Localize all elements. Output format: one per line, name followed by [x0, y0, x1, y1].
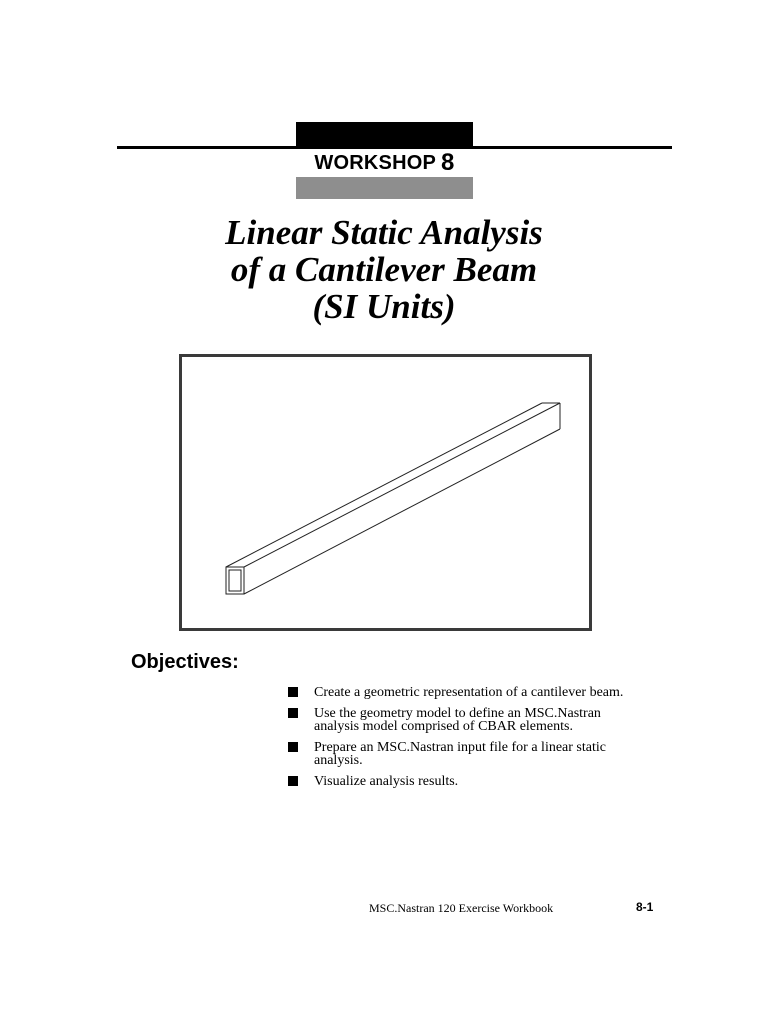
footer-page-number: 8-1	[636, 900, 654, 914]
title-line-3: (SI Units)	[312, 287, 456, 326]
objectives-heading: Objectives:	[131, 651, 239, 673]
bullet-square-icon	[288, 708, 298, 718]
workshop-number: 8	[441, 149, 455, 176]
title-line-2: of a Cantilever Beam	[230, 250, 538, 289]
footer-book-title: MSC.Nastran 120 Exercise Workbook	[369, 901, 554, 915]
page-title	[140, 214, 628, 325]
bullet-square-icon	[288, 776, 298, 786]
list-item: Visualize analysis results.	[288, 775, 648, 788]
header-gray-bar	[296, 177, 473, 199]
title-line-1: Linear Static Analysis	[225, 213, 543, 252]
workshop-label: WORKSHOP	[314, 151, 437, 174]
beam-figure	[179, 354, 592, 631]
workshop-heading	[296, 149, 473, 177]
header-black-block	[296, 122, 473, 148]
bullet-square-icon	[288, 742, 298, 752]
list-item: Create a geometric representation of a cantilever beam.	[288, 686, 648, 699]
list-item: Prepare an MSC.Nastran input file for a linear static analysis.	[288, 741, 648, 767]
cantilever-beam-icon	[182, 357, 589, 628]
objectives-list	[288, 686, 648, 796]
list-item: Use the geometry model to define an MSC.Nastran analysis model comprised of CBAR elements.	[288, 707, 648, 733]
bullet-square-icon	[288, 687, 298, 697]
